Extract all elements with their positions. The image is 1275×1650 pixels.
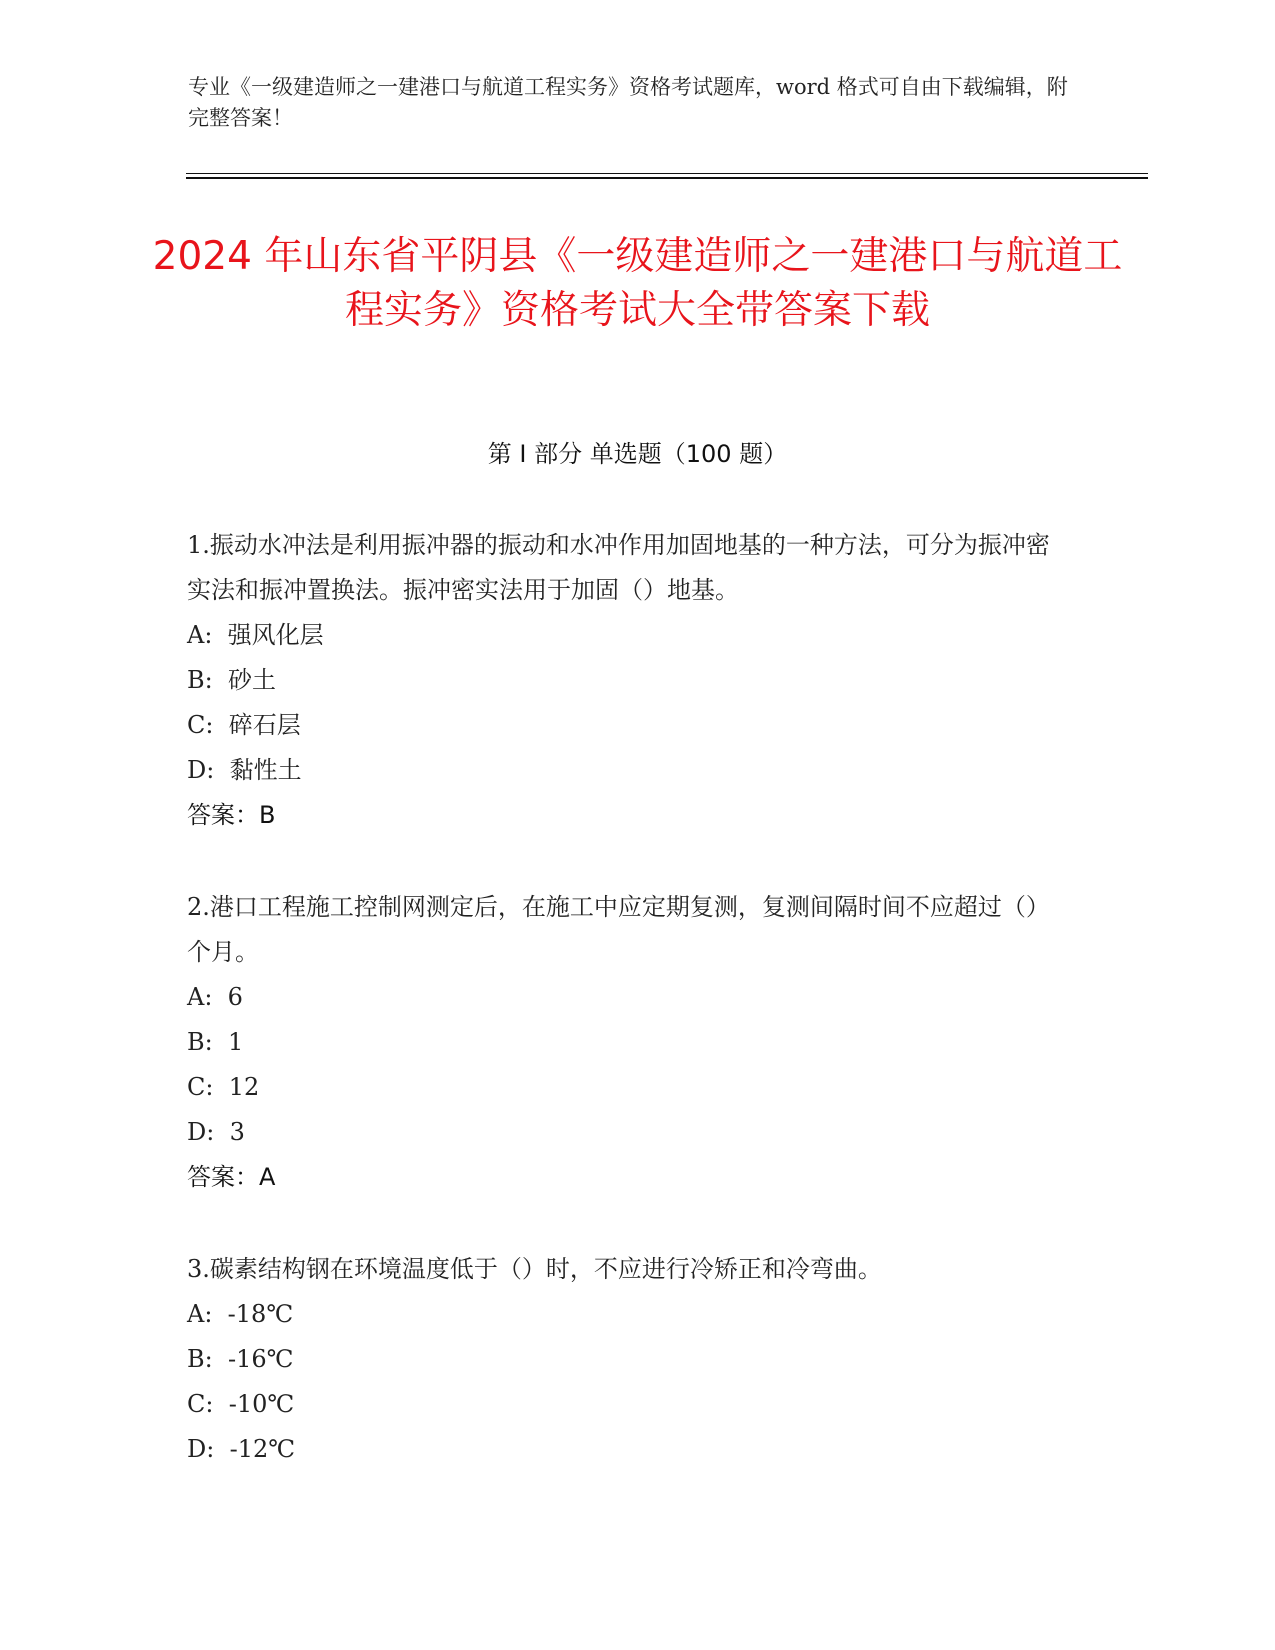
option-b: B: 1 <box>187 1028 244 1056</box>
question-stem: 1.振动水冲法是利用振冲器的振动和水冲作用加固地基的一种方法，可分为振冲密实法和振冲置换法。振冲密实法用于加固（）地基。 <box>187 531 1050 604</box>
question-stem: 2.港口工程施工控制网测定后，在施工中应定期复测，复测间隔时间不应超过（）个月。 <box>187 893 1050 966</box>
option-b: B: 砂土 <box>187 666 276 694</box>
option-b: B: -16℃ <box>187 1345 294 1373</box>
header-divider-thick <box>186 177 1148 179</box>
header-divider-thin <box>186 173 1148 174</box>
option-a: A: -18℃ <box>187 1300 294 1328</box>
option-d: D: 3 <box>187 1118 245 1146</box>
question-2 <box>187 885 1067 1200</box>
option-d: D: -12℃ <box>187 1435 296 1463</box>
document-title: 2024 年山东省平阴县《一级建造师之一建港口与航道工程实务》资格考试大全带答案下载 <box>152 234 1123 333</box>
option-c: C: 碎石层 <box>187 711 301 739</box>
question-stem: 3.碳素结构钢在环境温度低于（）时，不应进行冷矫正和冷弯曲。 <box>187 1255 882 1283</box>
option-a: A: 强风化层 <box>187 621 324 649</box>
question-1 <box>187 523 1067 838</box>
answer-line: 答案：A <box>187 1163 276 1191</box>
answer-line: 答案：B <box>187 801 276 829</box>
option-a: A: 6 <box>187 983 243 1011</box>
header-note: 专业《一级建造师之一建港口与航道工程实务》资格考试题库，word 格式可自由下载编辑，附完整答案！ <box>188 75 1068 130</box>
section-heading: 第 I 部分 单选题（100 题） <box>487 440 788 468</box>
question-3 <box>187 1247 1067 1472</box>
option-c: C: -10℃ <box>187 1390 295 1418</box>
option-c: C: 12 <box>187 1073 260 1101</box>
option-d: D: 黏性土 <box>187 756 302 784</box>
